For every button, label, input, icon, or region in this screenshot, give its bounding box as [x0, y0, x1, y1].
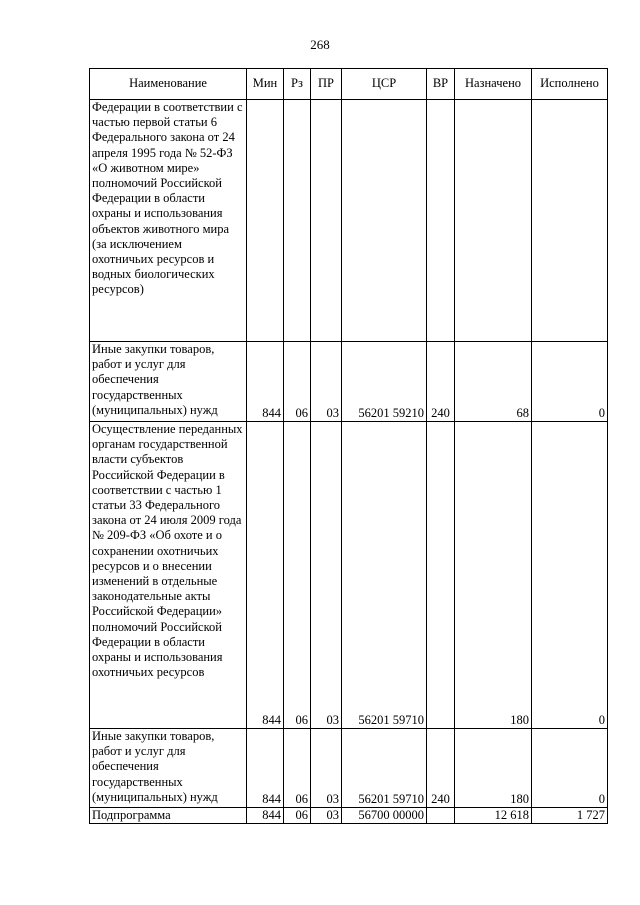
row-csr: 56201 59710: [342, 729, 427, 808]
row-executed: 1 727: [532, 808, 608, 824]
row-vr: [427, 100, 455, 342]
row-assigned: 180: [455, 729, 532, 808]
row-assigned: 12 618: [455, 808, 532, 824]
row-pr: 03: [311, 808, 342, 824]
table-row-total: [90, 808, 608, 824]
row-name: Иные закупки товаров, работ и услуг для обеспечения государственных (муниципальных) нужд: [90, 729, 247, 808]
row-rz: 06: [284, 422, 311, 729]
row-min: 844: [247, 808, 284, 824]
row-min: 844: [247, 342, 284, 422]
row-assigned: 180: [455, 422, 532, 729]
header-csr: ЦСР: [342, 69, 427, 100]
header-row: [90, 69, 608, 100]
table-row: [90, 100, 608, 342]
row-min: 844: [247, 729, 284, 808]
row-assigned: [455, 100, 532, 342]
table-row: [90, 342, 608, 422]
row-pr: [311, 100, 342, 342]
row-vr: 240: [427, 342, 455, 422]
row-rz: [284, 100, 311, 342]
budget-table: [89, 68, 608, 824]
row-executed: 0: [532, 342, 608, 422]
row-name: Осуществление переданных органам государственной власти субъектов Российской Федерации в соответствии с частью 1 статьи 33 Федерального закона от 24 июля 2009 года № 209-ФЗ «Об охоте и о сохранении охотничьих ресурсов и о внесении изменений в отдельные законодательные акты Российской Федерации» полномочий Российской Федерации в области охраны и использования охотничьих ресурсов: [90, 422, 247, 729]
row-rz: 06: [284, 342, 311, 422]
row-pr: 03: [311, 422, 342, 729]
page-number: 268: [310, 37, 330, 52]
header-min: Мин: [247, 69, 284, 100]
header-pr: ПР: [311, 69, 342, 100]
row-executed: 0: [532, 729, 608, 808]
row-pr: 03: [311, 342, 342, 422]
header-name: Наименование: [90, 69, 247, 100]
header-executed: Исполнено: [532, 69, 608, 100]
row-pr: 03: [311, 729, 342, 808]
table-row: [90, 729, 608, 808]
row-name: Подпрограмма: [90, 808, 247, 824]
row-vr: [427, 422, 455, 729]
header-rz: Рз: [284, 69, 311, 100]
row-vr: [427, 808, 455, 824]
row-min: [247, 100, 284, 342]
row-csr: [342, 100, 427, 342]
row-executed: [532, 100, 608, 342]
row-rz: 06: [284, 729, 311, 808]
row-min: 844: [247, 422, 284, 729]
row-vr: 240: [427, 729, 455, 808]
row-assigned: 68: [455, 342, 532, 422]
row-csr: 56700 00000: [342, 808, 427, 824]
row-name: Федерации в соответствии с частью первой статьи 6 Федерального закона от 24 апреля 1995 года № 52-ФЗ «О животном мире» полномочий Российской Федерации в области охраны и использования объектов животного мира (за исключением охотничьих ресурсов и водных биологических ресурсов): [90, 100, 247, 342]
row-executed: 0: [532, 422, 608, 729]
header-vr: ВР: [427, 69, 455, 100]
row-csr: 56201 59210: [342, 342, 427, 422]
row-name: Иные закупки товаров, работ и услуг для обеспечения государственных (муниципальных) нужд: [90, 342, 247, 422]
table-row: [90, 422, 608, 729]
header-assigned: Назначено: [455, 69, 532, 100]
row-rz: 06: [284, 808, 311, 824]
row-csr: 56201 59710: [342, 422, 427, 729]
